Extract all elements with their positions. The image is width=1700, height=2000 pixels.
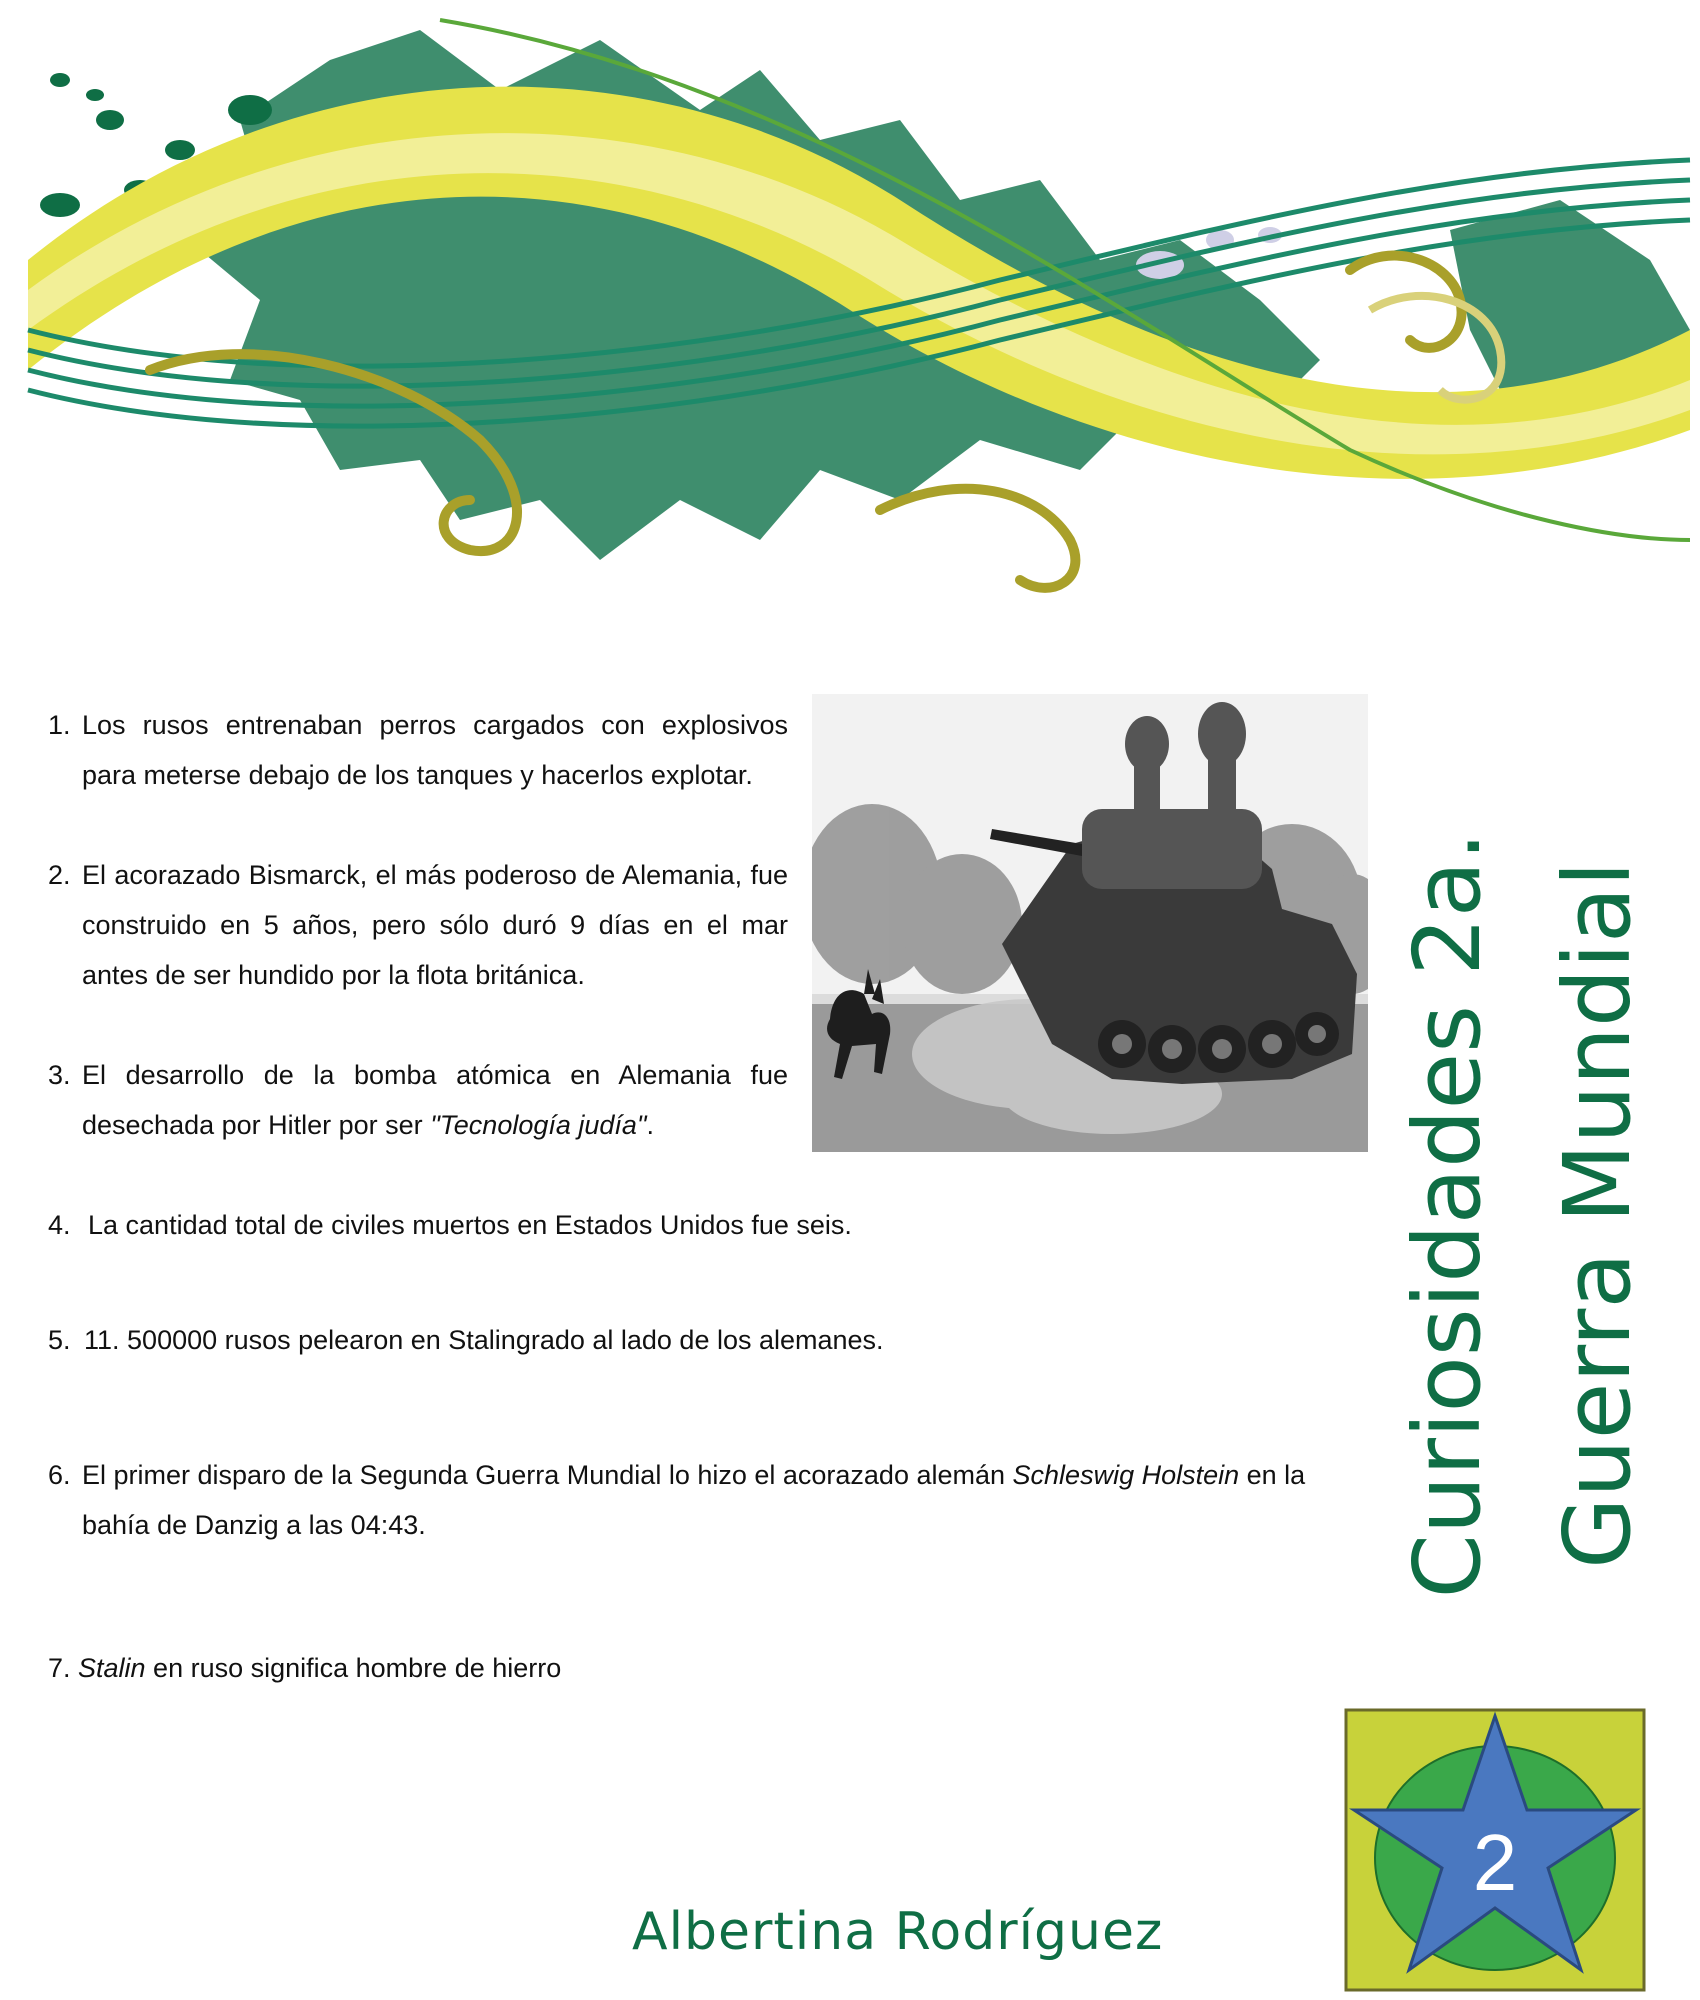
fact-text: 11. 500000 rusos pelearon en Stalingrado al lado de los alemanes. xyxy=(84,1325,884,1355)
fact-text: Los rusos entrenaban perros cargados con explosivos para meterse debajo de los tanques y hacerlos explotar. xyxy=(82,710,788,790)
fact-item-6 xyxy=(48,1450,1378,1550)
fact-item-3 xyxy=(48,1050,788,1150)
author-name: Albertina Rodríguez xyxy=(632,1902,1164,1962)
fact-text: La cantidad total de civiles muertos en Estados Unidos fue seis. xyxy=(88,1210,852,1240)
fact-item-5 xyxy=(48,1315,1378,1365)
fact-emphasis: Schleswig Holstein xyxy=(1012,1460,1240,1490)
fact-text-part: . xyxy=(646,1110,655,1140)
fact-text-part: en ruso significa hombre de hierro xyxy=(145,1653,562,1683)
fact-text-part: El desarrollo de la bomba atómica en Alemania fue desechada por Hitler por ser xyxy=(82,1060,788,1140)
fact-emphasis: Stalin xyxy=(78,1653,146,1683)
fact-emphasis: "Tecnología judía" xyxy=(430,1110,647,1140)
tank-dog-photo xyxy=(812,694,1368,1152)
fact-number: 5. xyxy=(48,1325,71,1355)
badge-number: 2 xyxy=(1472,1818,1518,1907)
fact-item-1 xyxy=(48,700,788,800)
fact-number: 7. xyxy=(48,1653,71,1683)
fact-number: 4. xyxy=(48,1210,71,1240)
fact-number: 1. xyxy=(48,710,71,740)
fact-item-2 xyxy=(48,850,788,1000)
fact-text xyxy=(48,1450,1378,1550)
fact-text-part: El primer disparo de la Segunda Guerra Mundial lo hizo el acorazado alemán xyxy=(82,1460,1013,1490)
fact-number: 3. xyxy=(48,1060,71,1090)
fact-text xyxy=(48,1643,1378,1693)
fact-text-part: en la bahía de Danzig a las 04:43. xyxy=(82,1460,1306,1540)
star-badge xyxy=(1344,1708,1646,1992)
title-line-2: Guerra Mundial xyxy=(1544,861,1651,1569)
fact-text xyxy=(48,1050,788,1150)
decorative-banner xyxy=(0,0,1700,620)
fact-number: 2. xyxy=(48,860,71,890)
fact-item-4 xyxy=(48,1200,1378,1250)
fact-number: 6. xyxy=(48,1460,71,1490)
fact-text: El acorazado Bismarck, el más poderoso de Alemania, fue construido en 5 años, pero sólo duró 9 días en el mar antes de ser hundido por la flota británica. xyxy=(82,860,788,990)
title-line-1: Curiosidades 2a. xyxy=(1394,831,1501,1599)
vertical-title xyxy=(1378,800,1678,1630)
fact-item-7 xyxy=(48,1643,1378,1693)
